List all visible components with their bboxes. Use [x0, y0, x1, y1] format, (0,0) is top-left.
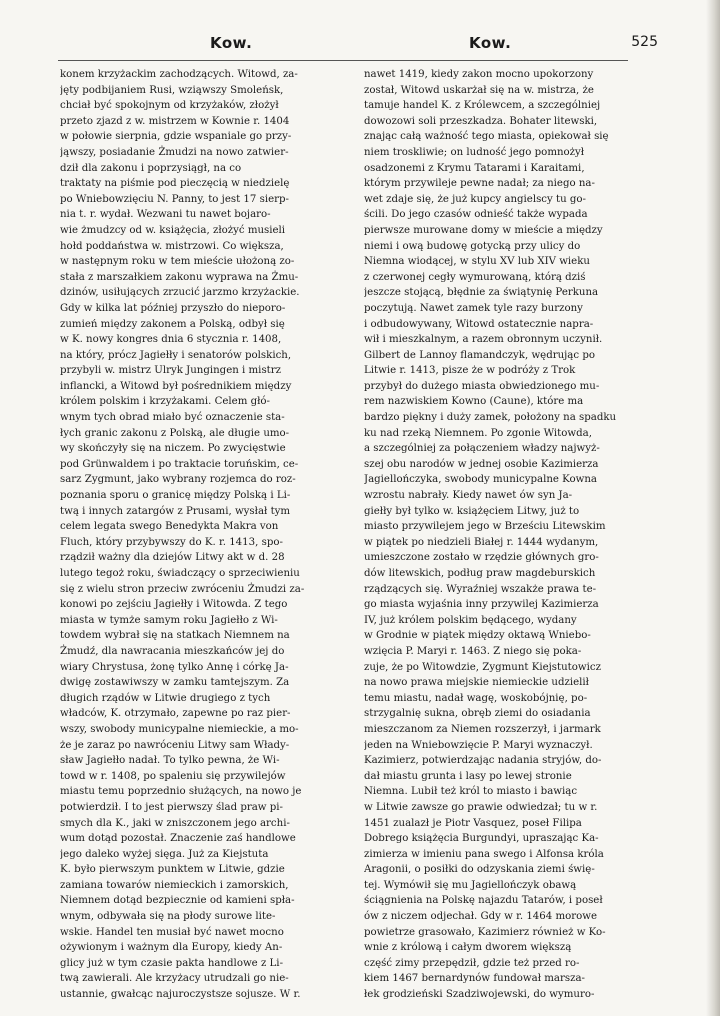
text-line: nia t. r. wydał. Wezwani tu nawet bojaro- [60, 209, 271, 221]
text-line: 1451 zualazł je Piotr Vasquez, poseł Filipa [364, 817, 582, 829]
page-header [60, 34, 660, 56]
text-line: jęty podbijaniem Rusi, wziąwszy Smoleńsk, [60, 84, 284, 96]
text-line: część zimy przepędził, gdzie też przed ro- [364, 957, 580, 969]
text-line: szej obu narodów w jednej osobie Kazimierza [364, 458, 599, 470]
text-line: kiem 1467 bernardynów fundował marsza- [364, 973, 585, 985]
text-line: go miasta wyjaśnia inny przywilej Kazimierza [364, 599, 599, 611]
text-line: jego daleko wyżej sięga. Już za Kiejstuta [60, 848, 269, 860]
text-line: pierwsze murowane domy w mieście a między [364, 224, 603, 236]
text-line: przeto zjazd z w. mistrzem w Kownie r. 1404 [60, 115, 290, 127]
text-line: chciał być spokojnym od krzyżaków, złożył [60, 100, 279, 112]
text-line: długich rządów w Litwie drugiego z tych [60, 692, 271, 704]
text-line: Dobrego książęcia Burgundyi, upraszając Ka- [364, 833, 599, 845]
text-line: sław Jagiełło nadał. To tylko pewna, że Wi- [60, 755, 280, 767]
text-line: Żmudź, dla nawracania mieszkańców jej do [60, 645, 285, 657]
text-line: łych granic zakonu z Polską, ale długie umo- [60, 427, 290, 439]
text-line: poczytują. Nawet zamek tyle razy burzony [364, 302, 583, 314]
page-edge-shadow [706, 0, 720, 1016]
text-line: zimierza w imieniu pana swego i Alfonsa króla [364, 848, 604, 860]
text-line: Niemna. Lubił też król to miasto i bawiąc [364, 786, 578, 798]
text-line: wiary Chrystusa, żonę tylko Annę i córkę Ja- [60, 661, 289, 673]
text-line: zamiana towarów niemieckich i zamorskich, [60, 879, 289, 891]
text-line: rządzących się. Wyraźniej wszakże prawa te- [364, 583, 597, 595]
text-line: dowozowi soli przeszkadza. Bohater litewski, [364, 115, 598, 127]
text-line: dzinów, usiłujących zrzucić jarzmo krzyżackie. [60, 287, 300, 299]
text-line: się z wielu stron przeciw zwróceniu Żmudzi za- [60, 583, 305, 595]
text-line: IV, już królem polskim będącego, wydany [364, 614, 577, 626]
text-line: dził dla zakonu i poprzysiągł, na co [60, 162, 242, 174]
text-line: temu miastu, nadał wagę, woskobójnię, po- [364, 692, 588, 704]
text-line: mieszczanom za Niemen rozszerzył, i jarmark [364, 723, 601, 735]
text-line: wet zdaje się, że już kupcy angielscy tu go- [364, 193, 586, 205]
text-line: umieszczone zostało w rzędzie głównych gro- [364, 552, 599, 564]
page-number: 525 [631, 34, 658, 50]
text-line: wy skończyły się na niczem. Po zwycięstwie [60, 443, 286, 455]
header-left-title: Kow. [210, 34, 253, 52]
text-line: powietrze grasowało, Kazimierz również w Ko- [364, 926, 606, 938]
text-line: tej. Wymówił się mu Jagiellończyk obawą [364, 879, 577, 891]
text-line: tamuje handel K. z Królewcem, a szczególniej [364, 100, 601, 112]
text-line: ów z niczem odjechał. Gdy w r. 1464 morowe [364, 911, 598, 923]
text-line: osadzonemi z Krymu Tatarami i Karaitami, [364, 162, 585, 174]
left-column [60, 67, 328, 1003]
text-line: ku nad rzeką Niemnem. Po zgonie Witowda, [364, 427, 592, 439]
header-right-title: Kow. [469, 34, 512, 52]
text-line: rem nazwiskiem Kowno (Caune), które ma [364, 396, 584, 408]
text-line: miasta w tymże samym roku Jagiełło z Wi- [60, 614, 278, 626]
text-line: w połowie sierpnia, gdzie wspaniale go przy- [60, 131, 292, 143]
text-line: strzygalnię sukna, obręb ziemi do osiadania [364, 708, 591, 720]
text-line: twą i innych zatargów z Prusami, wysłał tym [60, 505, 291, 517]
text-line: dwigę zostawiwszy w zamku tamtejszym. Za [60, 677, 290, 689]
text-line: wzięcia P. Maryi r. 1463. Z niego się poka- [364, 645, 582, 657]
text-line: pod Grünwaldem i po traktacie toruńskim, ce- [60, 458, 299, 470]
text-line: nawet 1419, kiedy zakon mocno upokorzony [364, 69, 594, 80]
text-line: Kazimierz, potwierdzając nadania stryjów, do- [364, 755, 602, 767]
text-line: konem krzyżackim zachodzących. Witowd, za- [60, 69, 298, 80]
text-line: K. było pierwszym punktem w Litwie, gdzie [60, 864, 285, 876]
text-line: Fluch, który przybywszy do K. r. 1413, spo- [60, 536, 283, 548]
header-rule [58, 60, 628, 61]
text-line: wił i mieszkalnym, a razem obronnym uczynił. [364, 334, 603, 346]
text-line: glicy już w tym czasie pakta handlowe z Li- [60, 957, 284, 969]
text-line: znając całą ważność tego miasta, opiekował się [364, 131, 609, 143]
text-line: zuje, że po Witowdzie, Zygmunt Kiejstutowicz [364, 661, 601, 673]
text-line: towd w r. 1408, po spaleniu się przywilejów [60, 770, 286, 782]
text-line: wnie z królową i całym dworem większą [364, 942, 572, 954]
text-line: w Grodnie w piątek między oktawą Wniebo- [364, 630, 591, 642]
text-line: smych dla K., jaki w zniszczonem jego archi- [60, 817, 290, 829]
text-line: w piątek po niedzieli Białej r. 1444 wydanym, [364, 536, 599, 548]
text-line: którym przywileje pewne nadał; za niego na- [364, 178, 595, 190]
text-line: wzrostu nabrały. Kiedy nawet ów syn Ja- [364, 490, 573, 502]
text-line: konowi po zejściu Jagiełły i Witowda. Z tego [60, 599, 288, 611]
text-line: hołd poddaństwa w. mistrzowi. Co większa, [60, 240, 284, 252]
text-line: Litwie r. 1413, pisze że w podróży z Trok [364, 365, 576, 377]
text-line: po Wniebowzięciu N. Panny, to jest 17 sierp- [60, 193, 289, 205]
text-line: Gilbert de Lannoy flamandczyk, wędrując po [364, 349, 595, 361]
text-line: przybyli w. mistrz Ulryk Jungingen i mistrz [60, 365, 281, 377]
text-line: bardzo piękny i duży zamek, położony na spadku [364, 412, 617, 424]
text-line: w K. nowy kongres dnia 6 stycznia r. 1408, [60, 334, 282, 346]
text-line: z czerwonej cegły wymurowaną, którą dziś [364, 271, 586, 283]
text-line: a szczególniej za połączeniem władzy najwyż- [364, 443, 600, 455]
text-line: jeszcze stojącą, błędnie za świątynię Perkuna [364, 287, 599, 299]
text-line: miastu temu poprzednio służących, na nowo je [60, 786, 302, 798]
text-line: został, Witowd uskarżał się na w. mistrza, że [364, 84, 594, 96]
text-line: w Litwie zawsze go prawie odwiedzał; tu w r. [364, 801, 598, 813]
text-line: twą zawierali. Ale krzyżacy utrudzali go nie- [60, 973, 289, 985]
text-line: wszy, swobody municypalne niemieckie, a mo- [60, 723, 299, 735]
text-line: jąwszy, posiadanie Żmudzi na nowo zatwier- [60, 146, 289, 158]
text-line: łek grodzieński Szadziwojewski, do wymuro- [364, 989, 595, 1001]
text-line: dów litewskich, podług praw magdeburskich [364, 568, 596, 579]
text-line: traktaty na piśmie pod pieczęcią w niedzielę [60, 178, 290, 190]
text-line: władców, K. otrzymało, zapewne po raz pier- [60, 708, 291, 720]
text-line: poznania sporu o granicę między Polską i Li- [60, 490, 291, 502]
text-line: celem legata swego Benedykta Makra von [60, 521, 279, 533]
text-line: rządził ważny dla dziejów Litwy akt w d. 28 [60, 552, 285, 564]
text-line: zumień między zakonem a Polską, odbył się [60, 318, 285, 330]
text-line: na nowo prawa miejskie niemieckie udzielił [364, 677, 589, 689]
text-line: Jagiellończyka, swobody municypalne Kowna [364, 474, 597, 486]
text-line: wie żmudzcy od w. książęcia, złożyć musieli [60, 224, 286, 236]
text-line: ożywionym i ważnym dla Europy, kiedy An- [60, 942, 283, 954]
text-line: lutego tegoż roku, świadczący o sprzeciwieniu [60, 568, 300, 579]
text-line: przybył do dużego miasta obwiedzionego mu- [364, 380, 600, 392]
text-line: Niemnem dotąd bezpiecznie od kamieni spła- [60, 895, 295, 907]
text-line: inflancki, a Witowd był pośrednikiem między [60, 380, 292, 392]
text-line: że je zaraz po nawróceniu Litwy sam Włady- [60, 739, 290, 751]
text-line: niemi i ową budowę gotycką przy ulicy do [364, 240, 581, 252]
text-line: jeden na Wniebowzięcie P. Maryi wyznaczył. [364, 739, 593, 751]
text-line: ustannie, gwałcąc najuroczystsze sojusze. W r. [60, 989, 301, 1001]
text-line: w następnym roku w tem mieście ułożoną zo- [60, 256, 295, 268]
text-line: giełły był tylko w. książęciem Litwy, już to [364, 505, 580, 517]
text-line: miasto przywilejem jego w Brześciu Litewskim [364, 521, 606, 533]
text-line: i odbudowywany, Witowd ostatecznie napra- [364, 318, 594, 330]
text-line: wskie. Handel ten musiał być nawet mocno [60, 926, 284, 938]
text-line: Gdy w kilka lat później przyszło do nieporo- [60, 302, 286, 314]
text-line: stała z marszałkiem zakonu wyprawa na Żmu- [60, 271, 299, 283]
text-line: wnym, odbywała się na płody surowe lite- [60, 911, 276, 923]
text-line: Aragonii, o posiłki do odzyskania ziemi świę- [364, 864, 595, 876]
text-line: wum dotąd pozostał. Znaczenie zaś handlowe [60, 833, 296, 845]
text-line: ścili. Do jego czasów odnieść także wypada [364, 209, 588, 221]
text-line: niem troskliwie; on ludność jego pomnożył [364, 146, 585, 158]
text-line: dał miastu grunta i lasy po lewej stronie [364, 770, 572, 782]
text-line: na który, prócz Jagiełły i senatorów polskich, [60, 349, 292, 361]
text-line: ściągnienia na Polskę najazdu Tatarów, i poseł [364, 895, 603, 907]
text-line: potwierdził. I to jest pierwszy ślad praw pi- [60, 801, 283, 813]
text-line: królem polskim i krzyżakami. Celem głó- [60, 396, 270, 408]
text-line: towdem wybrał się na statkach Niemnem na [60, 630, 290, 642]
text-line: sarz Zygmunt, jako wybrany rozjemca do roz- [60, 474, 296, 486]
text-line: Niemna wiodącej, w stylu XV lub XIV wieku [364, 256, 590, 268]
text-line: wnym tych obrad miało być oznaczenie sta- [60, 412, 285, 424]
right-column [364, 67, 632, 1003]
